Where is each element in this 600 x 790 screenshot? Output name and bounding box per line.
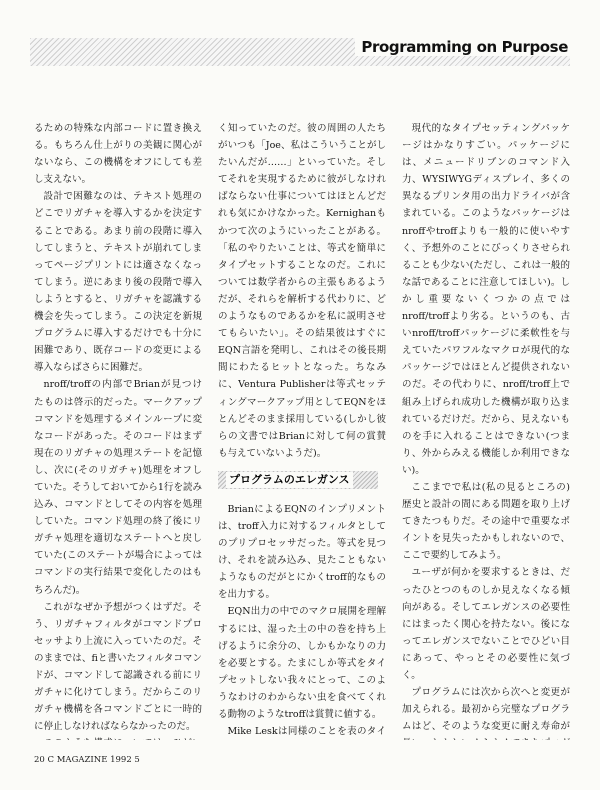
paragraph: ユーザが何かを要求するときは、だったひとつのものしか見えなくなる傾向がある。そしてエレガンスの必要性にはまったく関心を持たない。後になってエレガンスでないことでひどい目にあって、やっとその必要性に気づく。 (402, 567, 570, 681)
paragraph: nroff/troffの内部でBrianが見つけたものは啓示的だった。マークアップコマンドを処理するメインループに変なコードがあった。そのコードはまず現在のリガチャの処理ステートを記憶し、次に(そのリガチャ)処理をオフしていた。そうしておいてから1行を読み込み、コマンドとしてその内容を処理していた。コマンド処理の終了後にリガチャ処理を適切なステートへと戻していた(このステートが場合によってはコマンドの実行結果で変化したのはもちろんだ)。 (34, 379, 202, 596)
paragraph: るための特殊な内部コードに置き換える。もちろん仕上がりの美観に関心がないなら、この機構をオフにしても差し支えない。 (34, 123, 202, 186)
page-footer: 20 C MAGAZINE 1992 5 (34, 755, 140, 765)
text-column-1 (34, 120, 202, 740)
text-column-3 (402, 120, 570, 740)
column-2-lower-text (218, 501, 386, 740)
paragraph: BrianによるEQNのインプリメントは、troff入力に対するフィルタとしてのプリプロセッサだった。等式を見つけ、それを読み込み、見たこともないようなものだがとにかくtroff的なものを出力する。 (218, 503, 386, 601)
paragraph: 設計で困難なのは、テキスト処理のどこでリガチャを導入するかを決定することである。あまり前の段階に導入してしまうと、テキストが崩れてしまってページプリントには適さなくなってしまう。逆にあまり後の段階で導入しようとすると、リガチャを認識する機会を失ってしまう。この決定を新規プログラムに導入するだけでも十分に困難であり、既存コードの変更による導入ならばさらに困難だ。 (34, 191, 202, 374)
paragraph: 現代的なタイプセッティングパッケージはかなりすごい。パッケージには、メニュードリブンのコマンド入力、WYSIWYGディスプレイ、多くの異なるプリンタ用の出力ドライバが含まれている。このようなパッケージはnroffやtroffよりも一般的に使いやすく、予想外のことにびっくりさせられることも少ない(ただし、これは一般的な話であることに注意してほしい)。しかし重要ないくつかの点ではnroff/troffより劣る。というのも、古いnroff/troffパッケージに柔軟性を与えていたパワフルなマクロが現代的なパッケージではほとんど提供されないのだ。その代わりに、nroff/troff上で組み上げられ成功した機構が取り込まれているだけだ。だから、見えないものを手に入れることはできない(つまり、外からみえる機能しか利用できない)。 (402, 123, 570, 476)
section-heading (218, 470, 386, 490)
section-header-band (0, 30, 600, 70)
paragraph: Mike Leskは同様のことを表のタイ (227, 726, 386, 738)
paragraph: EQN出力の中でのマクロ展開を理解するには、湿った土の中の巻を持ち上げるように余分の、しかもかなりの力を必要とする。たまにしか等式をタイプセットしない我々にとって、このようなわけのわからない虫を食べてくれる動物のようなtroffは賞賛に値する。 (218, 606, 386, 720)
paragraph: ここまでで私は(私の見るところの)歴史と設計の間にある問題を取り上げてきたつもりだ。その途中で重要なポイントを見失ったかもしれないので、ここで要約してみよう。 (402, 481, 570, 562)
paragraph (34, 735, 202, 740)
section-title: Programming on Purpose (355, 38, 570, 56)
text-column-2 (218, 120, 386, 740)
paragraph: プログラムには次から次へと変更が加えられる。最初から完璧なプログラムはど、そのような変更に耐え寿命が (402, 687, 570, 733)
section-heading-text: プログラムのエレガンス (226, 472, 353, 488)
paragraph: これがなぜか予想がつくはずだ。そう、リガチャフィルタがコマンドプロセッサより上流に入っていたのだ。そのままでは、fiと書いたフィルタコマンドが、コマンドして認識される前にリガチャに化けてしまう。だからこのリガチャ機構を各コマンドごとに一時的に停止しなければならなかったのだ。 (34, 601, 202, 733)
paragraph: く知っていたのだ。彼の周囲の人たちがいつも「Joe、私はこういうことがしたいんだが……」といっていた。そしてそれを実現するために彼がしなければならない仕事についてはほとんどだれも気にかけなかった。Kernighanもかつて次のようにいったことがある。「私のやりたいことは、等式を簡単にタイプセットすることなのだ。これについては数学者からの主張もあるようだが、それらを解析する代わりに、どのようなものであるかを私に説明させてもらいたい」。その結果彼はすぐにEQN言語を発明し、これはその後長期間にわたるヒットとなった。ちなみに、Ventura Publisherは等式セッティングマークアップ用としてEQNをほとんどそのまま採用している(しかし彼らの文書ではBrianに対して何の賞賛も与えていないようだ)。 (218, 123, 386, 459)
column-2-upper-text (218, 120, 386, 462)
